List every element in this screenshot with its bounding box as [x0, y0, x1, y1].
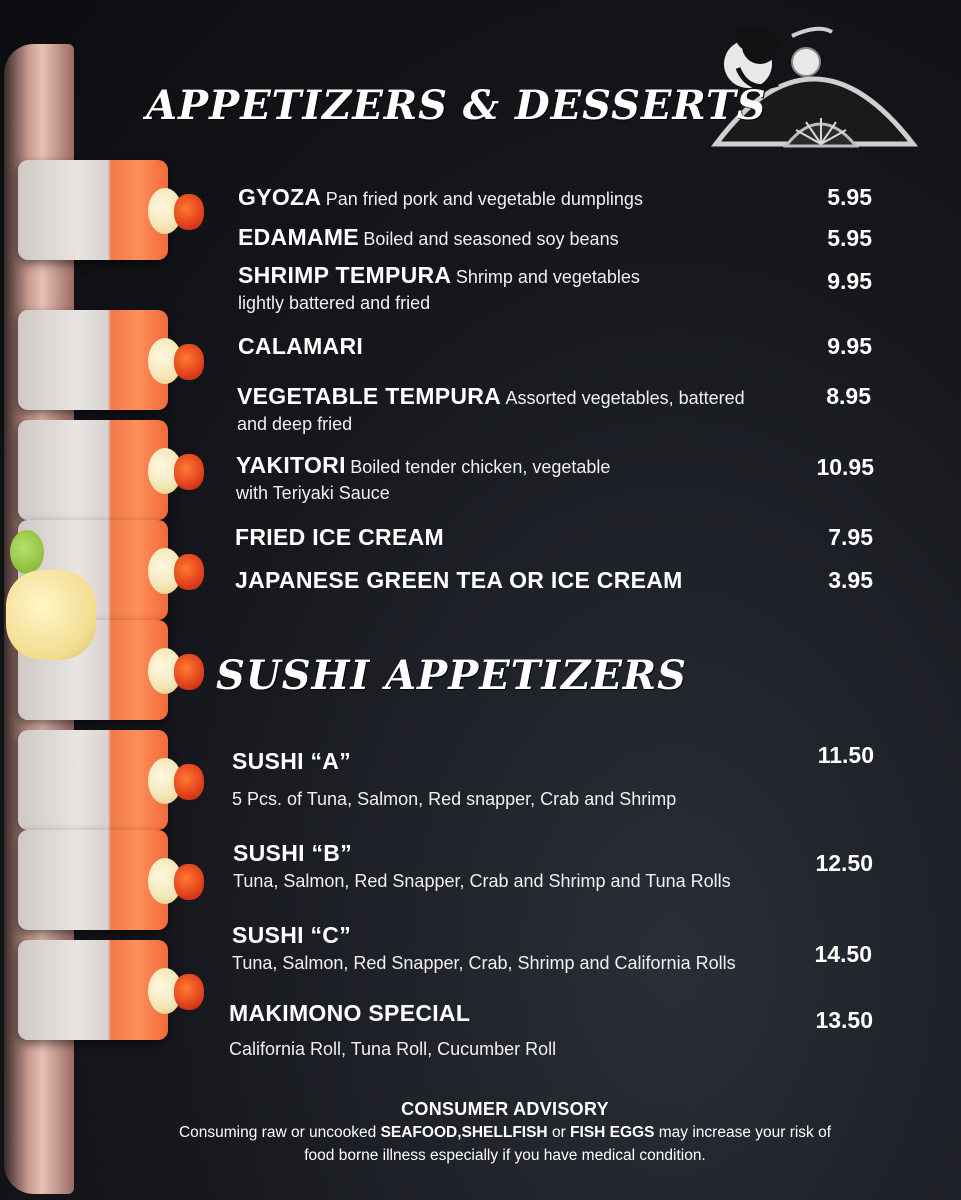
sushi-appetizers-title: SUSHI APPETIZERS	[216, 652, 688, 699]
ginger-garnish	[6, 570, 96, 660]
consumer-advisory	[110, 1098, 900, 1167]
item-description: Boiled tender chicken, vegetable	[350, 457, 611, 477]
item-price: 9.95	[827, 333, 872, 359]
item-price: 7.95	[828, 524, 873, 550]
item-name: GYOZA	[238, 184, 322, 210]
item-name: SUSHI “A”	[232, 748, 351, 774]
item-name: JAPANESE GREEN TEA OR ICE CREAM	[235, 567, 683, 593]
advisory-bold-fish-eggs: FISH EGGS	[570, 1124, 655, 1141]
item-name: VEGETABLE TEMPURA	[237, 383, 502, 409]
item-description: Boiled and seasoned soy beans	[363, 229, 619, 249]
item-price: 13.50	[815, 1007, 873, 1033]
menu-item-gyoza	[238, 184, 643, 211]
item-price: 14.50	[814, 941, 872, 967]
item-name: FRIED ICE CREAM	[235, 524, 444, 550]
item-price: 10.95	[816, 454, 874, 480]
item-description: 5 Pcs. of Tuna, Salmon, Red snapper, Crab and Shrimp	[232, 789, 677, 809]
menu-item-sushi-c	[232, 922, 736, 974]
menu-item-yakitori	[236, 452, 610, 504]
advisory-text: Consuming raw or uncooked	[178, 1124, 381, 1141]
item-description-line2: and deep fried	[237, 414, 353, 434]
wasabi-garnish	[10, 530, 44, 574]
item-description: Tuna, Salmon, Red Snapper, Crab and Shrimp and Tuna Rolls	[233, 871, 731, 891]
advisory-text: may increase your risk of	[654, 1124, 832, 1141]
item-price: 11.50	[817, 742, 874, 768]
item-name: SUSHI “B”	[233, 840, 352, 866]
item-description-line2: with Teriyaki Sauce	[236, 483, 390, 503]
menu-item-green-tea	[235, 567, 683, 594]
item-price: 12.50	[815, 850, 873, 876]
item-price: 5.95	[827, 225, 872, 251]
advisory-text: or	[547, 1124, 571, 1141]
item-price: 3.95	[828, 567, 873, 593]
menu-item-fried-ice-cream	[235, 524, 444, 551]
menu-item-edamame	[238, 224, 619, 251]
item-name: MAKIMONO SPECIAL	[229, 1000, 471, 1026]
item-description: Shrimp and vegetables	[455, 267, 640, 287]
item-price: 8.95	[826, 383, 871, 409]
item-description: California Roll, Tuna Roll, Cucumber Roll	[229, 1039, 557, 1059]
item-description: Pan fried pork and vegetable dumplings	[325, 189, 643, 209]
menu-item-makimono-special	[229, 1000, 556, 1060]
menu-item-sushi-b	[233, 840, 731, 892]
item-name: SHRIMP TEMPURA	[238, 262, 452, 288]
item-description: Tuna, Salmon, Red Snapper, Crab, Shrimp and California Rolls	[232, 953, 736, 973]
item-name: SUSHI “C”	[232, 922, 351, 948]
item-description-line2: lightly battered and fried	[238, 293, 431, 313]
menu-item-vegetable-tempura	[237, 383, 745, 435]
advisory-line-2: food borne illness especially if you have medical condition.	[304, 1147, 706, 1164]
appetizers-title: APPETIZERS & DESSERTS	[146, 82, 767, 129]
menu-item-calamari	[238, 333, 363, 360]
item-name: EDAMAME	[238, 224, 359, 250]
advisory-bold-seafood: SEAFOOD,SHELLFISH	[380, 1124, 548, 1141]
item-name: YAKITORI	[236, 452, 346, 478]
item-price: 5.95	[827, 184, 872, 210]
item-name: CALAMARI	[238, 333, 364, 359]
item-description: Assorted vegetables, battered	[505, 388, 745, 408]
item-price: 9.95	[827, 268, 872, 294]
advisory-heading: CONSUMER ADVISORY	[401, 1099, 609, 1119]
advisory-line-1	[110, 1121, 900, 1144]
menu-item-sushi-a	[232, 748, 676, 810]
menu-item-shrimp-tempura	[238, 262, 640, 314]
